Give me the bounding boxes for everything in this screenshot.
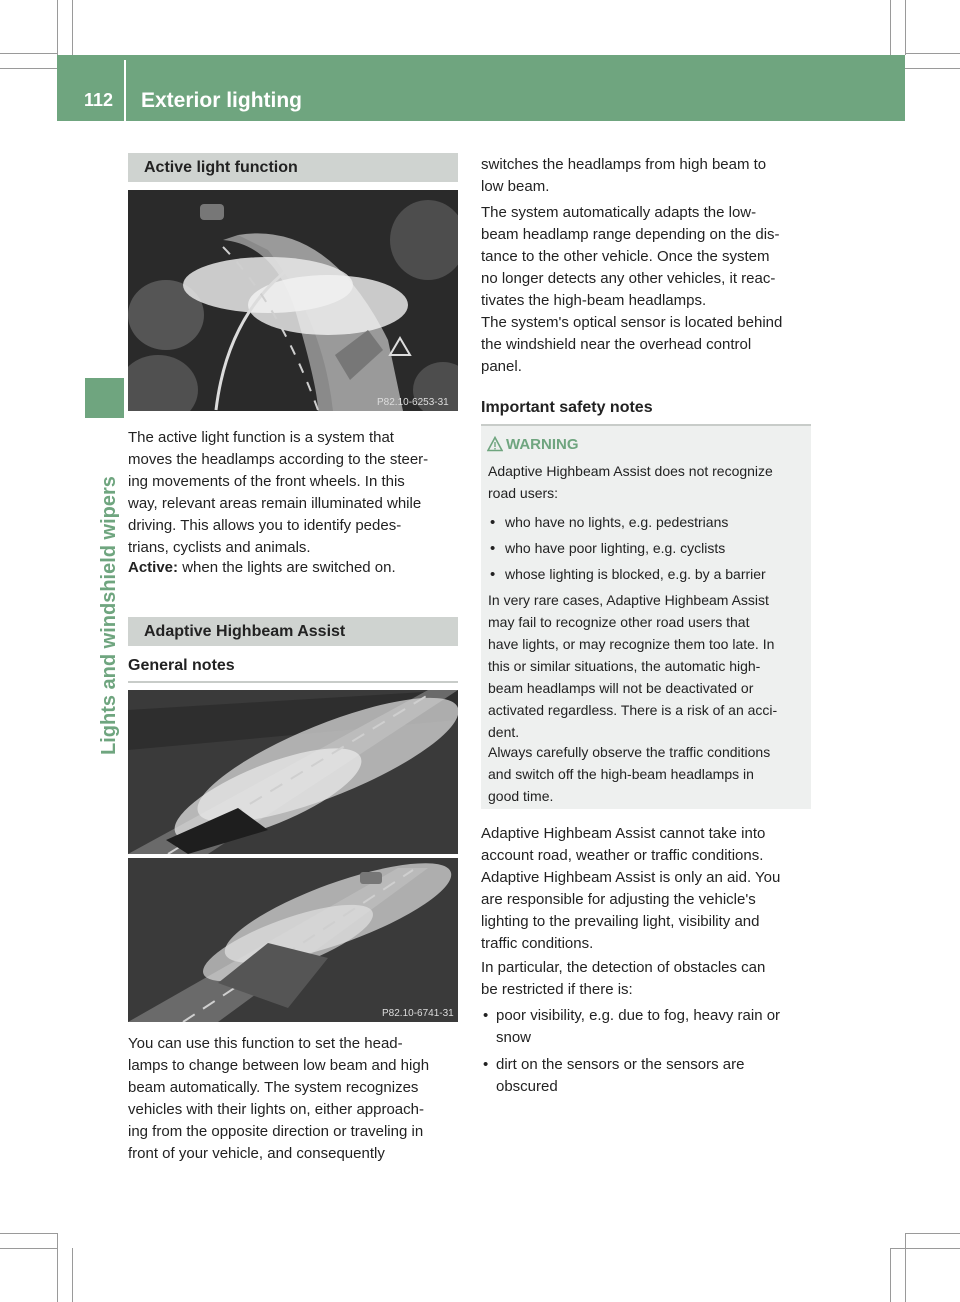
crop-mark	[72, 1248, 73, 1302]
image-code: P82.10-6741-31	[382, 1008, 454, 1019]
crop-mark	[72, 0, 73, 55]
list-item: poor visibility, e.g. due to fog, heavy rain or snow	[496, 1007, 781, 1046]
crop-mark	[905, 68, 960, 69]
subheading-safety-notes: Important safety notes	[481, 399, 653, 416]
section-heading-highbeam: Adaptive Highbeam Assist	[128, 617, 458, 646]
particular-paragraph: In particular, the detection of obstacles can be restricted if there is:	[481, 959, 766, 998]
divider	[128, 681, 458, 683]
subheading-general-notes: General notes	[128, 657, 235, 674]
warning-bullet: who have no lights, e.g. pedestrians	[505, 514, 729, 530]
crop-mark	[905, 0, 906, 55]
crop-mark	[57, 0, 58, 55]
list-item: dirt on the sensors or the sensors are obscured	[496, 1056, 745, 1095]
warning-bullet: whose lighting is blocked, e.g. by a barrier	[505, 566, 766, 582]
adapt-paragraph: The system automatically adapts the low- beam headlamp range depending on the dis- tance to the other vehicle. Once the system no longer detects any other vehicles, it reac- tivates the high-beam headlamps.	[481, 204, 780, 309]
bullet-icon: •	[490, 514, 496, 531]
cannot-paragraph: Adaptive Highbeam Assist cannot take into account road, weather or traffic conditions. Adaptive Highbeam Assist is only an aid. You are responsible for adjusting the vehicle's lighting to the prevailing light, visibility and traffic conditions.	[481, 825, 781, 952]
crop-mark	[905, 53, 960, 54]
crop-mark	[57, 1233, 58, 1302]
page-title: Exterior lighting	[141, 89, 303, 112]
warning-always: Always carefully observe the traffic conditions and switch off the high-beam headlamps in good time.	[488, 744, 771, 804]
bullet-icon: •	[490, 566, 496, 583]
highbeam-paragraph: You can use this function to set the head- lamps to change between low beam and high beam automatically. The system recognizes vehicles with their lights on, either approach- ing from the opposite direction or traveling in front of your vehicle, and consequently	[128, 1035, 430, 1162]
chapter-tab	[85, 378, 124, 418]
crop-mark	[890, 1248, 960, 1249]
crop-mark	[905, 1233, 960, 1234]
crop-mark	[0, 53, 57, 54]
crop-mark	[0, 1233, 57, 1234]
highbeam-illustration-top	[128, 690, 458, 854]
active-light-paragraph: The active light function is a system that moves the headlamps according to the steer- ing movements of the front wheels. In this way, relevant areas remain illuminated while driving. This allows you to identify pedes- trians, cyclists and animals.	[128, 429, 429, 556]
image-code: P82.10-6253-31	[377, 397, 449, 408]
bullet-icon: •	[490, 540, 496, 557]
section-heading-active-light: Active light function	[128, 153, 458, 182]
sensor-paragraph: The system's optical sensor is located behind the windshield near the overhead control panel.	[481, 314, 783, 375]
crop-mark	[890, 0, 891, 55]
intro-paragraph: switches the headlamps from high beam to low beam.	[481, 156, 767, 195]
oncoming-car-icon	[200, 204, 224, 220]
bullet-icon: •	[483, 1056, 489, 1073]
warning-intro: Adaptive Highbeam Assist does not recognize road users:	[488, 463, 773, 501]
active-note: Active: when the lights are switched on.	[128, 559, 396, 576]
page-number: 112	[84, 90, 114, 110]
active-light-illustration	[128, 190, 458, 411]
warning-triangle-icon	[487, 436, 503, 452]
crop-mark	[0, 1248, 57, 1249]
header-divider	[124, 60, 126, 121]
warning-rare-cases: In very rare cases, Adaptive Highbeam Assist may fail to recognize other road users that have lights, or may recognize them too late. In this or similar situations, the automatic high- beam headlamps will not be deactivated or activated regardless. There is a risk of an acci- dent.	[488, 592, 778, 740]
crop-mark	[905, 1233, 906, 1302]
crop-mark	[890, 1248, 891, 1302]
chapter-label: Lights and windshield wipers	[98, 476, 120, 755]
bullet-icon: •	[483, 1007, 489, 1024]
warning-bullet: who have poor lighting, e.g. cyclists	[505, 540, 726, 556]
warning-title: WARNING	[506, 436, 579, 453]
highbeam-illustration-bottom	[128, 858, 458, 1022]
crop-mark	[0, 68, 57, 69]
oncoming-car-icon	[360, 872, 382, 884]
